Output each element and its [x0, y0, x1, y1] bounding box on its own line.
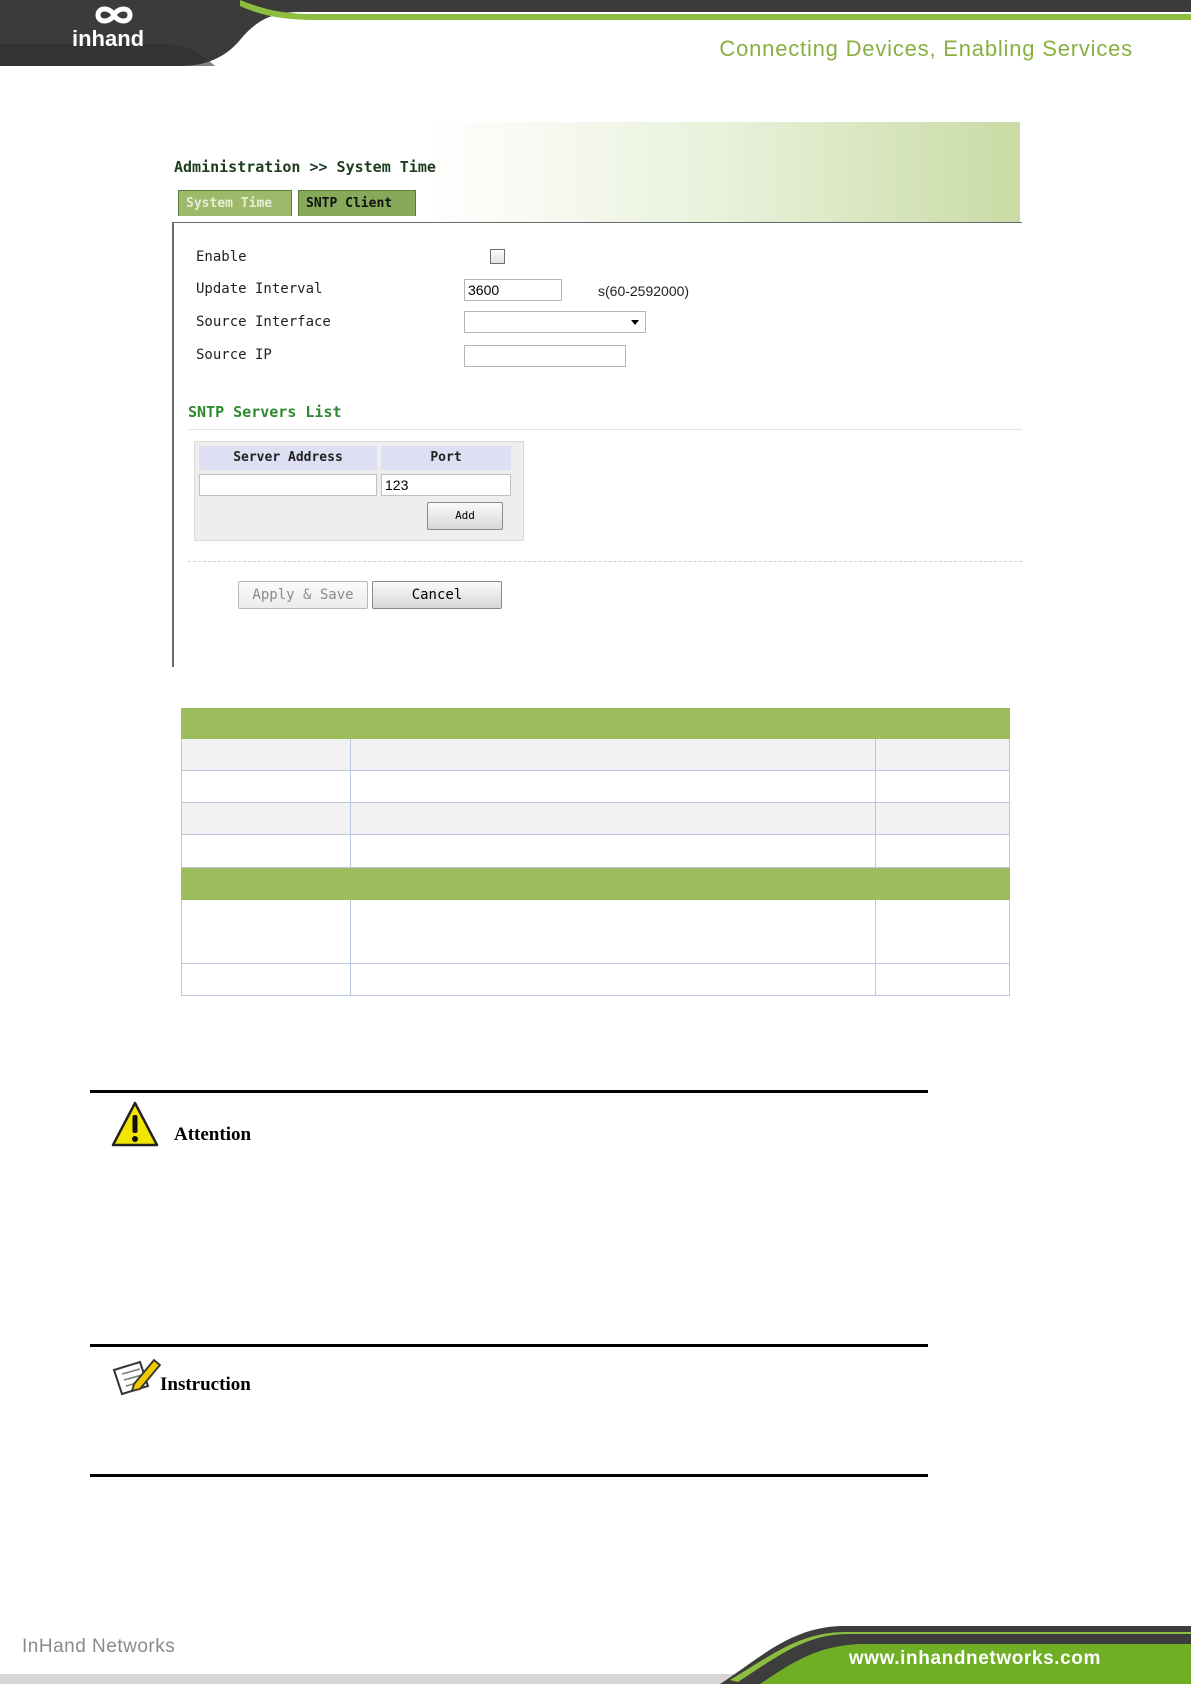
table-row	[182, 803, 1010, 835]
table-section-row	[182, 867, 1010, 899]
table-cell	[350, 899, 875, 963]
instruction-top-rule	[90, 1344, 928, 1347]
breadcrumb: Administration >> System Time	[174, 158, 436, 176]
cancel-button[interactable]: Cancel	[372, 581, 502, 609]
parameter-table	[181, 708, 1010, 996]
footer-url[interactable]: www.inhandnetworks.com	[848, 1648, 1101, 1669]
table-cell	[876, 803, 1010, 835]
update-interval-label: Update Interval	[196, 281, 323, 297]
sntp-servers-table	[194, 441, 524, 541]
table-cell	[182, 835, 351, 867]
apply-save-button[interactable]: Apply & Save	[238, 581, 368, 609]
header-tagline: Connecting Devices, Enabling Services	[719, 36, 1133, 61]
attention-top-rule	[90, 1090, 928, 1093]
table-cell	[350, 771, 875, 803]
source-ip-input[interactable]	[464, 345, 626, 367]
table-cell	[182, 739, 351, 771]
table-cell	[350, 739, 875, 771]
enable-checkbox[interactable]	[490, 249, 505, 264]
table-cell	[182, 963, 351, 995]
enable-label: Enable	[196, 249, 247, 265]
table-cell	[350, 963, 875, 995]
source-ip-label: Source IP	[196, 347, 272, 363]
table-cell	[182, 867, 1010, 899]
table-cell	[876, 739, 1010, 771]
server-address-header: Server Address	[199, 446, 377, 470]
port-header: Port	[381, 446, 511, 470]
logo-text: inhand	[72, 26, 145, 51]
table-row	[182, 963, 1010, 995]
table-cell	[182, 803, 351, 835]
table-cell	[182, 899, 351, 963]
table-cell	[876, 899, 1010, 963]
table-cell	[350, 835, 875, 867]
add-button[interactable]: Add	[427, 502, 503, 530]
table-header-row	[182, 709, 1010, 739]
instruction-title: Instruction	[160, 1374, 251, 1395]
table-cell	[350, 803, 875, 835]
footer-company: InHand Networks	[22, 1636, 176, 1657]
instruction-bottom-rule	[90, 1474, 928, 1477]
attention-title: Attention	[174, 1124, 252, 1145]
note-pencil-icon	[110, 1356, 162, 1398]
update-interval-hint: s(60-2592000)	[598, 283, 690, 299]
update-interval-input[interactable]: 3600	[464, 279, 562, 301]
table-row	[182, 771, 1010, 803]
source-interface-label: Source Interface	[196, 314, 331, 330]
source-interface-select[interactable]	[464, 311, 646, 333]
section-divider	[188, 429, 1022, 430]
tab-system-time[interactable]: System Time	[178, 190, 292, 216]
port-input[interactable]: 123	[381, 474, 511, 496]
table-row	[182, 899, 1010, 963]
table-cell	[350, 709, 875, 739]
dropdown-arrow-icon	[631, 320, 639, 325]
table-cell	[182, 771, 351, 803]
form-divider	[188, 561, 1022, 562]
table-cell	[876, 963, 1010, 995]
table-row	[182, 739, 1010, 771]
sntp-client-form	[172, 222, 1022, 667]
table-row	[182, 835, 1010, 867]
sntp-client-screenshot	[170, 122, 1020, 666]
table-cell	[876, 835, 1010, 867]
warning-icon	[110, 1100, 160, 1148]
table-cell	[876, 771, 1010, 803]
table-cell	[876, 709, 1010, 739]
tab-sntp-client[interactable]: SNTP Client	[298, 190, 416, 216]
table-cell	[182, 709, 351, 739]
server-address-input[interactable]	[199, 474, 377, 496]
sntp-servers-list-title: SNTP Servers List	[188, 403, 342, 421]
inhand-logo-icon	[92, 4, 136, 26]
